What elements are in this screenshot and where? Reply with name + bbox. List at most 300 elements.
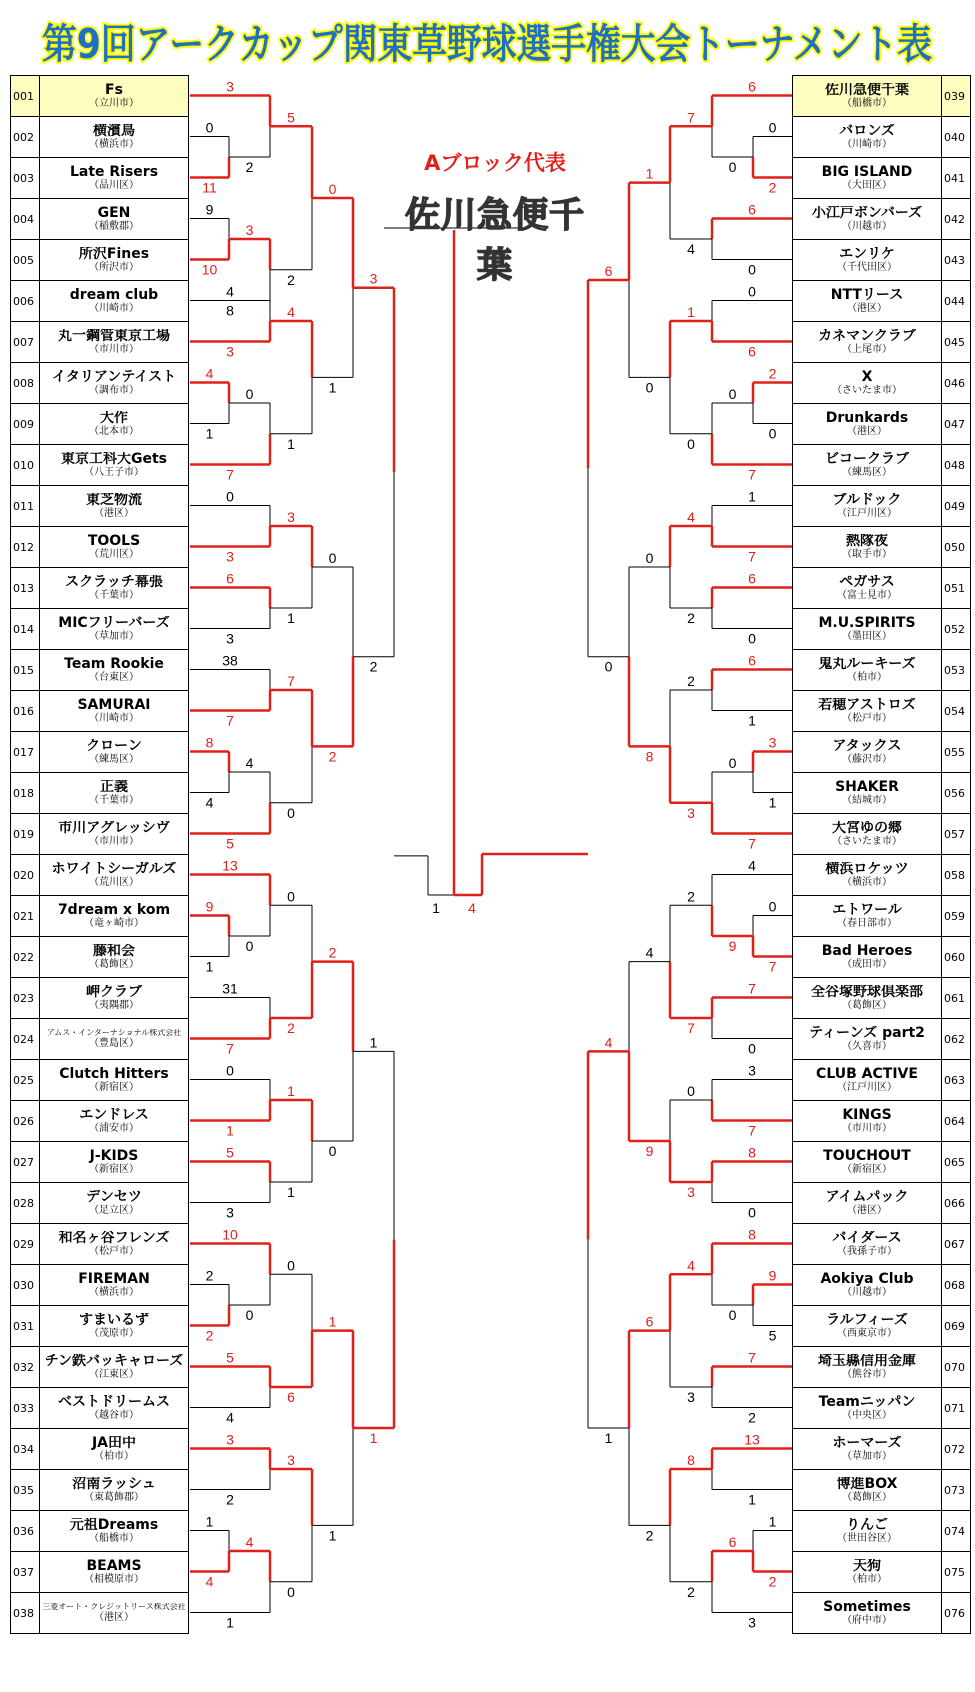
score-label: 6 xyxy=(226,570,234,587)
team-city: （川越市） xyxy=(842,1287,892,1299)
score-label: 1 xyxy=(287,435,295,452)
team-city: （市川市） xyxy=(89,344,139,356)
block-representative-label: Aブロック代表 xyxy=(424,151,566,175)
team-name: 埼玉縣信用金庫 xyxy=(818,1353,916,1369)
team-row xyxy=(793,1470,971,1511)
score-label: 2 xyxy=(328,748,337,765)
team-number: 043 xyxy=(942,240,971,281)
team-number: 057 xyxy=(942,814,971,855)
score-label: 1 xyxy=(287,1184,295,1200)
team-city: （港区） xyxy=(94,508,134,520)
score-label: 2 xyxy=(748,1409,756,1426)
score-label: 2 xyxy=(328,944,337,961)
team-cell xyxy=(793,814,942,855)
score-label: 4 xyxy=(245,1534,254,1550)
score-label: 5 xyxy=(287,109,295,126)
score-label: 9 xyxy=(205,898,214,915)
score-label: 0 xyxy=(226,1062,234,1079)
score-label: 0 xyxy=(748,261,756,278)
team-cell xyxy=(793,322,942,363)
score-label: 2 xyxy=(768,1573,777,1590)
team-row xyxy=(793,1265,971,1306)
score-label: 5 xyxy=(226,1144,234,1161)
team-city: （千葉市） xyxy=(89,590,139,602)
team-city: （春日部市） xyxy=(837,918,897,930)
team-cell xyxy=(793,1183,942,1224)
score-label: 7 xyxy=(768,958,777,975)
team-number: 048 xyxy=(942,445,971,486)
team-row xyxy=(11,240,189,281)
team-name: 所沢Fines xyxy=(78,246,150,262)
score-label: 3 xyxy=(226,78,234,95)
score-label: 0 xyxy=(328,181,337,197)
team-name: 若穂アストロズ xyxy=(818,697,916,713)
team-number: 063 xyxy=(942,1060,971,1101)
score-label: 3 xyxy=(287,1452,295,1468)
team-city: （柏市） xyxy=(847,1574,887,1586)
team-number: 024 xyxy=(11,1019,40,1060)
team-cell xyxy=(793,937,942,978)
score-label: 6 xyxy=(728,1534,737,1550)
team-name: Fs xyxy=(105,82,123,98)
team-row xyxy=(11,1142,189,1183)
team-number: 039 xyxy=(942,76,971,117)
score-label: 7 xyxy=(226,466,234,483)
score-label: 10 xyxy=(201,261,218,278)
score-label: 38 xyxy=(222,652,238,669)
team-number: 054 xyxy=(942,691,971,732)
team-city: （荒川区） xyxy=(89,549,139,561)
score-label: 0 xyxy=(687,1083,695,1099)
team-row xyxy=(11,76,189,117)
score-label: 0 xyxy=(287,804,295,821)
team-number: 007 xyxy=(11,322,40,363)
team-number: 071 xyxy=(942,1388,971,1429)
team-cell xyxy=(40,404,189,445)
team-name: 鬼丸ルーキーズ xyxy=(818,656,916,672)
team-number: 052 xyxy=(942,609,971,650)
team-name: ペガサス xyxy=(839,574,895,590)
team-number: 070 xyxy=(942,1347,971,1388)
score-label: 4 xyxy=(287,304,295,320)
team-row xyxy=(11,568,189,609)
team-cell xyxy=(40,609,189,650)
team-city: （松戸市） xyxy=(89,1246,139,1258)
team-number: 037 xyxy=(11,1552,40,1593)
team-city: （さいたま市） xyxy=(832,385,902,397)
team-number: 069 xyxy=(942,1306,971,1347)
team-cell xyxy=(793,486,942,527)
team-city: （江戸川区） xyxy=(837,1082,897,1094)
team-row xyxy=(793,1552,971,1593)
score-label: 0 xyxy=(205,119,214,136)
team-cell xyxy=(40,240,189,281)
team-cell xyxy=(793,1101,942,1142)
team-number: 036 xyxy=(11,1511,40,1552)
team-name: エンドレス xyxy=(79,1107,149,1123)
team-number: 040 xyxy=(942,117,971,158)
team-cell xyxy=(40,1593,189,1634)
team-number: 044 xyxy=(942,281,971,322)
score-label: 3 xyxy=(369,270,378,287)
score-label: 4 xyxy=(604,1034,613,1051)
team-number: 034 xyxy=(11,1429,40,1470)
team-number: 018 xyxy=(11,773,40,814)
team-cell xyxy=(40,691,189,732)
team-city: （我孫子市） xyxy=(837,1246,897,1258)
team-name: 大作 xyxy=(100,410,128,426)
team-row xyxy=(793,568,971,609)
team-city: （柏市） xyxy=(94,1451,134,1463)
team-number: 004 xyxy=(11,199,40,240)
team-name: イタリアンテイスト xyxy=(51,369,177,385)
team-cell xyxy=(793,199,942,240)
team-number: 012 xyxy=(11,527,40,568)
team-cell xyxy=(793,978,942,1019)
team-city: （八王子市） xyxy=(84,467,144,479)
team-name: 全谷塚野球倶楽部 xyxy=(811,984,923,1000)
team-cell xyxy=(40,363,189,404)
team-row xyxy=(11,281,189,322)
score-label: 0 xyxy=(245,1307,254,1323)
team-cell xyxy=(793,445,942,486)
team-name: 和名ヶ谷フレンズ xyxy=(58,1230,170,1246)
team-row xyxy=(793,322,971,363)
team-row xyxy=(11,1183,189,1224)
team-city: （横浜市） xyxy=(89,139,139,151)
team-row xyxy=(793,1347,971,1388)
score-label: 7 xyxy=(226,712,234,729)
team-name: GEN xyxy=(97,205,131,221)
score-label: 4 xyxy=(205,1573,214,1590)
team-city: （豊島区） xyxy=(89,1037,139,1049)
score-label: 3 xyxy=(768,734,777,751)
team-name: Bad Heroes xyxy=(821,943,913,959)
team-city: （東葛飾郡） xyxy=(84,1492,144,1504)
team-number: 010 xyxy=(11,445,40,486)
score-label: 3 xyxy=(748,1062,756,1079)
score-label: 4 xyxy=(645,944,654,961)
team-row xyxy=(11,1429,189,1470)
team-cell xyxy=(793,404,942,445)
team-city: （取手市） xyxy=(842,549,892,561)
team-row xyxy=(11,363,189,404)
team-cell xyxy=(40,1388,189,1429)
team-name: ラルフィーズ xyxy=(826,1312,908,1328)
score-label: 3 xyxy=(687,1389,695,1405)
team-name: 東芝物流 xyxy=(86,492,142,508)
team-name: 丸一鋼管東京工場 xyxy=(58,328,170,344)
score-label: 4 xyxy=(687,241,695,257)
score-label: 0 xyxy=(287,888,295,905)
team-city: （川崎市） xyxy=(89,713,139,725)
team-number: 020 xyxy=(11,855,40,896)
team-number: 022 xyxy=(11,937,40,978)
team-number: 050 xyxy=(942,527,971,568)
team-row xyxy=(11,1511,189,1552)
score-label: 13 xyxy=(222,857,238,874)
team-city: （相模原市） xyxy=(84,1574,144,1586)
team-cell xyxy=(40,855,189,896)
team-name: 天狗 xyxy=(853,1558,881,1574)
score-label: 2 xyxy=(645,1527,654,1544)
team-number: 045 xyxy=(942,322,971,363)
team-cell xyxy=(793,691,942,732)
score-label: 3 xyxy=(226,1204,234,1221)
score-label: 4 xyxy=(687,509,695,525)
score-label: 3 xyxy=(687,1184,695,1200)
team-number: 033 xyxy=(11,1388,40,1429)
score-label: 2 xyxy=(205,1267,214,1284)
team-cell xyxy=(40,199,189,240)
team-name: TOUCHOUT xyxy=(823,1148,911,1164)
team-name: ビコークラブ xyxy=(825,451,909,467)
team-row xyxy=(793,650,971,691)
score-label: 9 xyxy=(728,938,737,954)
team-row xyxy=(11,199,189,240)
team-row xyxy=(793,1388,971,1429)
score-label: 6 xyxy=(287,1389,295,1405)
team-cell xyxy=(40,1429,189,1470)
team-name: JA田中 xyxy=(91,1435,137,1451)
team-cell xyxy=(40,732,189,773)
team-name: すまいるず xyxy=(79,1312,149,1328)
team-cell xyxy=(40,486,189,527)
team-name: チン鉄バッキャローズ xyxy=(44,1353,184,1369)
score-label: 4 xyxy=(205,794,214,811)
team-city: （竜ヶ崎市） xyxy=(84,918,144,930)
team-row xyxy=(793,1306,971,1347)
team-number: 006 xyxy=(11,281,40,322)
team-cell xyxy=(40,1183,189,1224)
team-name: 佐川急便千葉 xyxy=(825,82,909,98)
team-cell xyxy=(793,855,942,896)
team-name: BEAMS xyxy=(86,1558,142,1574)
team-name: ティーンズ part2 xyxy=(809,1025,925,1041)
team-number: 047 xyxy=(942,404,971,445)
team-name: KINGS xyxy=(842,1107,892,1123)
team-cell xyxy=(793,1306,942,1347)
score-label: 5 xyxy=(768,1327,777,1344)
score-label: 6 xyxy=(604,263,613,279)
team-city: （西東京市） xyxy=(837,1328,897,1340)
team-name: M.U.SPIRITS xyxy=(818,615,916,631)
score-label: 7 xyxy=(687,1020,695,1036)
score-label: 1 xyxy=(205,958,214,975)
team-name: アムス・インターナショナル株式会社 xyxy=(46,1029,182,1038)
final-score-left: 1 xyxy=(432,899,440,916)
team-name: アタックス xyxy=(832,738,902,754)
score-label: 7 xyxy=(287,673,295,689)
score-label: 1 xyxy=(205,1513,214,1530)
score-label: 1 xyxy=(369,1034,378,1051)
team-city: （新宿区） xyxy=(89,1164,139,1176)
score-label: 0 xyxy=(728,1307,737,1323)
team-number: 028 xyxy=(11,1183,40,1224)
score-label: 8 xyxy=(748,1226,756,1243)
team-row xyxy=(793,814,971,855)
team-name: 岬クラブ xyxy=(86,984,142,1000)
team-row xyxy=(11,814,189,855)
score-label: 2 xyxy=(768,365,777,382)
team-row xyxy=(793,1183,971,1224)
team-row xyxy=(11,1347,189,1388)
team-number: 017 xyxy=(11,732,40,773)
score-label: 9 xyxy=(768,1267,777,1284)
team-cell xyxy=(793,896,942,937)
team-number: 035 xyxy=(11,1470,40,1511)
team-row xyxy=(11,896,189,937)
score-label: 1 xyxy=(328,379,337,396)
team-row xyxy=(11,1306,189,1347)
score-label: 0 xyxy=(748,1040,756,1057)
team-name: 横浜ロケッツ xyxy=(825,861,909,877)
team-cell xyxy=(40,1019,189,1060)
score-label: 7 xyxy=(748,835,756,852)
team-cell xyxy=(793,568,942,609)
team-number: 003 xyxy=(11,158,40,199)
team-name: BIG ISLAND xyxy=(821,164,913,180)
team-name: 三菱オート・クレジットリース株式会社 xyxy=(42,1603,186,1612)
team-row xyxy=(11,486,189,527)
score-label: 4 xyxy=(226,283,234,300)
team-name: Team Rookie xyxy=(64,656,164,672)
team-number: 060 xyxy=(942,937,971,978)
team-city: （市川市） xyxy=(842,1123,892,1135)
team-name: ブルドック xyxy=(832,492,902,508)
team-city: （葛飾区） xyxy=(842,1000,892,1012)
team-cell xyxy=(793,1429,942,1470)
team-number: 008 xyxy=(11,363,40,404)
team-cell xyxy=(40,1306,189,1347)
team-city: （港区） xyxy=(847,426,887,438)
team-city: （練馬区） xyxy=(842,467,892,479)
team-row xyxy=(11,158,189,199)
team-row xyxy=(11,732,189,773)
score-label: 0 xyxy=(328,1143,337,1159)
team-number: 067 xyxy=(942,1224,971,1265)
team-city: （上尾市） xyxy=(842,344,892,356)
team-row xyxy=(11,937,189,978)
score-label: 1 xyxy=(328,1527,337,1544)
team-name: バロンズ xyxy=(839,123,895,139)
team-number: 068 xyxy=(942,1265,971,1306)
team-name: エンリケ xyxy=(839,246,895,262)
team-city: （江東区） xyxy=(89,1369,139,1381)
score-label: 1 xyxy=(369,1430,378,1446)
team-city: （熊谷市） xyxy=(842,1369,892,1381)
score-label: 0 xyxy=(645,379,654,396)
team-number: 019 xyxy=(11,814,40,855)
score-label: 6 xyxy=(645,1313,654,1330)
team-row xyxy=(793,937,971,978)
team-name: Sometimes xyxy=(823,1599,911,1615)
team-number: 038 xyxy=(11,1593,40,1634)
team-city: （結城市） xyxy=(842,795,892,807)
score-label: 1 xyxy=(226,1614,234,1631)
score-label: 7 xyxy=(226,1040,234,1057)
team-number: 042 xyxy=(942,199,971,240)
team-row xyxy=(793,896,971,937)
team-city: （調布市） xyxy=(89,385,139,397)
team-row xyxy=(793,609,971,650)
team-name: SAMURAI xyxy=(77,697,151,713)
score-label: 3 xyxy=(748,1614,756,1631)
score-label: 0 xyxy=(768,425,777,442)
team-cell xyxy=(793,1511,942,1552)
team-cell xyxy=(40,896,189,937)
team-row xyxy=(793,732,971,773)
team-name: デンセツ xyxy=(86,1189,142,1205)
team-row xyxy=(793,1101,971,1142)
score-label: 4 xyxy=(205,365,214,382)
team-row xyxy=(11,978,189,1019)
team-cell xyxy=(40,117,189,158)
team-row xyxy=(793,1429,971,1470)
team-row xyxy=(11,527,189,568)
team-city: （越谷市） xyxy=(89,1410,139,1422)
team-number: 015 xyxy=(11,650,40,691)
team-city: （川越市） xyxy=(842,221,892,233)
score-label: 0 xyxy=(728,386,737,402)
team-name: 元祖Dreams xyxy=(69,1517,159,1533)
team-row xyxy=(11,855,189,896)
team-cell xyxy=(40,1101,189,1142)
score-label: 3 xyxy=(226,1431,234,1448)
team-name: FIREMAN xyxy=(78,1271,150,1287)
team-name: NTTリース xyxy=(830,287,904,303)
score-label: 7 xyxy=(748,1122,756,1139)
team-name: ホワイトシーガルズ xyxy=(51,861,177,877)
team-city: （葛飾区） xyxy=(842,1492,892,1504)
team-number: 065 xyxy=(942,1142,971,1183)
score-label: 3 xyxy=(287,509,295,525)
team-cell xyxy=(793,117,942,158)
team-number: 013 xyxy=(11,568,40,609)
score-label: 11 xyxy=(202,179,217,196)
score-label: 0 xyxy=(728,755,737,771)
team-row xyxy=(11,445,189,486)
score-label: 2 xyxy=(287,1020,295,1036)
team-row xyxy=(11,1265,189,1306)
team-number: 066 xyxy=(942,1183,971,1224)
team-city: （さいたま市） xyxy=(832,836,902,848)
team-name: 熱隊夜 xyxy=(846,533,888,549)
score-label: 2 xyxy=(245,159,254,175)
team-name: スクラッチ幕張 xyxy=(65,574,163,590)
team-number: 058 xyxy=(942,855,971,896)
team-city: （港区） xyxy=(847,1205,887,1217)
team-name: ホーマーズ xyxy=(832,1435,902,1451)
score-label: 2 xyxy=(768,179,777,196)
score-label: 2 xyxy=(226,1491,234,1508)
team-cell xyxy=(40,1470,189,1511)
score-label: 0 xyxy=(748,1204,756,1221)
team-name: 大宮ゆの郷 xyxy=(832,820,902,836)
team-name: 博進BOX xyxy=(836,1476,898,1492)
team-cell xyxy=(793,1388,942,1429)
team-name: Late Risers xyxy=(69,164,159,180)
team-name: TOOLS xyxy=(87,533,141,549)
score-label: 3 xyxy=(245,222,254,238)
score-label: 0 xyxy=(328,550,337,566)
left-team-table xyxy=(10,75,189,1634)
team-name: dream club xyxy=(69,287,159,303)
score-label: 5 xyxy=(226,1349,234,1366)
team-name: クローン xyxy=(86,738,142,754)
team-cell xyxy=(793,1552,942,1593)
score-label: 1 xyxy=(687,304,695,320)
